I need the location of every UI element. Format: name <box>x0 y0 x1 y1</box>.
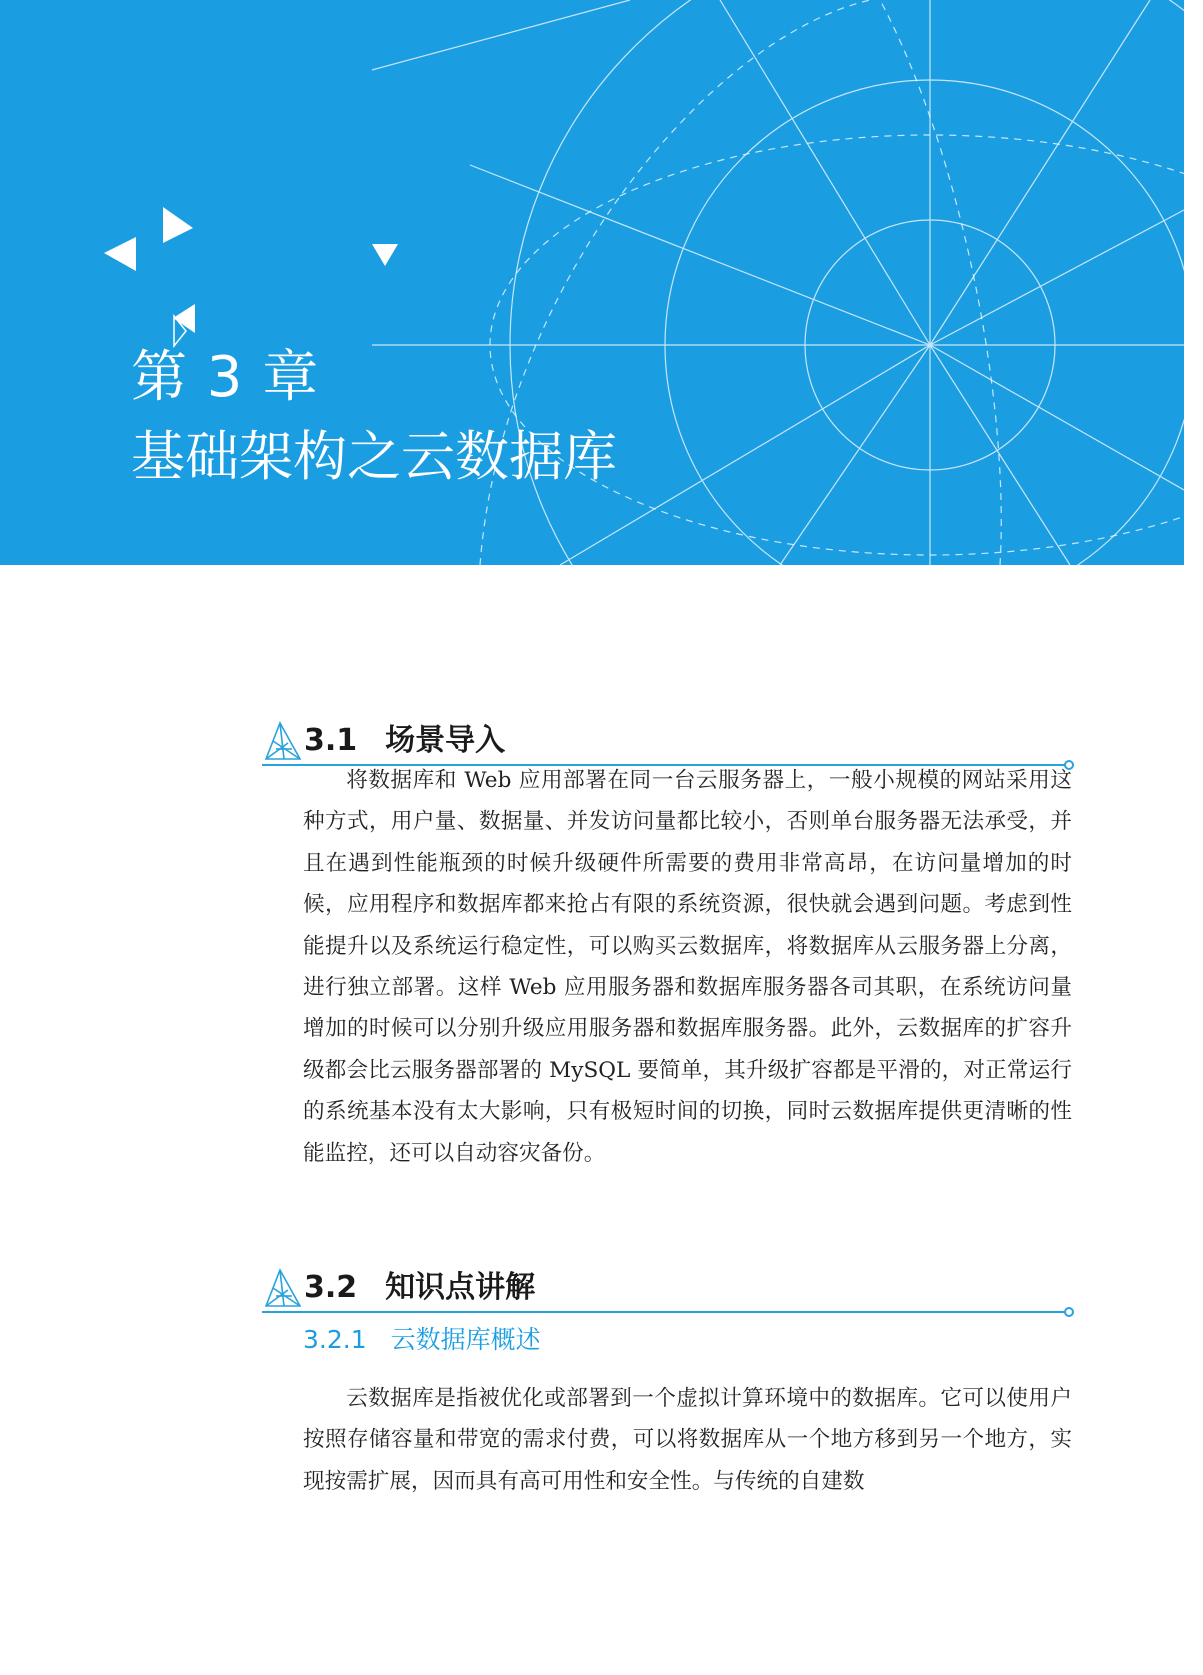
section-heading-3-2 <box>262 1266 1074 1318</box>
chapter-number: 第 3 章 <box>131 345 320 410</box>
section-title-text: 知识点讲解 <box>385 1270 536 1305</box>
section-number: 3.2 <box>304 1270 358 1305</box>
section-rule-endpoint <box>1064 1307 1074 1317</box>
section-number: 3.1 <box>304 723 358 758</box>
subsection-title: 云数据库概述 <box>390 1325 541 1354</box>
triangle-logo-icon <box>262 719 306 763</box>
paragraph-scenario-intro: 将数据库和 Web 应用部署在同一台云服务器上，一般小规模的网站采用这种方式，用户量、数据量、并发访问量都比较小，否则单台服务器无法承受，并且在遇到性能瓶颈的时候升级硬件所需要的费用非常高昂，在访问量增加的时候，应用程序和数据库都来抢占有限的系统资源，很快就会遇到问题。考虑到性能提升以及系统运行稳定性，可以购买云数据库，将数据库从云服务器上分离，进行独立部署。这样 Web 应用服务器和数据库服务器各司其职，在系统访问量增加的时候可以分别升级应用服务器和数据库服务器。此外，云数据库的扩容升级都会比云服务器部署的 MySQL 要简单，其升级扩容都是平滑的，对正常运行的系统基本没有太大影响，只有极短时间的切换，同时云数据库提供更清晰的性能监控，还可以自动容灾备份。 <box>303 768 1072 1166</box>
paragraph-cloud-db-overview: 云数据库是指被优化或部署到一个虚拟计算环境中的数据库。它可以使用户按照存储容量和带宽的需求付费，可以将数据库从一个地方移到另一个地方，实现按需扩展，因而具有高可用性和安全性。与传统的自建数 <box>303 1386 1072 1494</box>
triangle-logo-icon <box>262 1266 306 1310</box>
chapter-banner <box>0 0 1184 565</box>
subsection-heading-3-2-1 <box>303 1324 541 1356</box>
section-title-text: 场景导入 <box>385 723 506 758</box>
section-rule <box>262 1311 1068 1313</box>
section-title <box>304 723 505 759</box>
subsection-number: 3.2.1 <box>303 1325 367 1354</box>
section-title <box>304 1270 535 1306</box>
chapter-title: 基础架构之云数据库 <box>131 425 617 488</box>
